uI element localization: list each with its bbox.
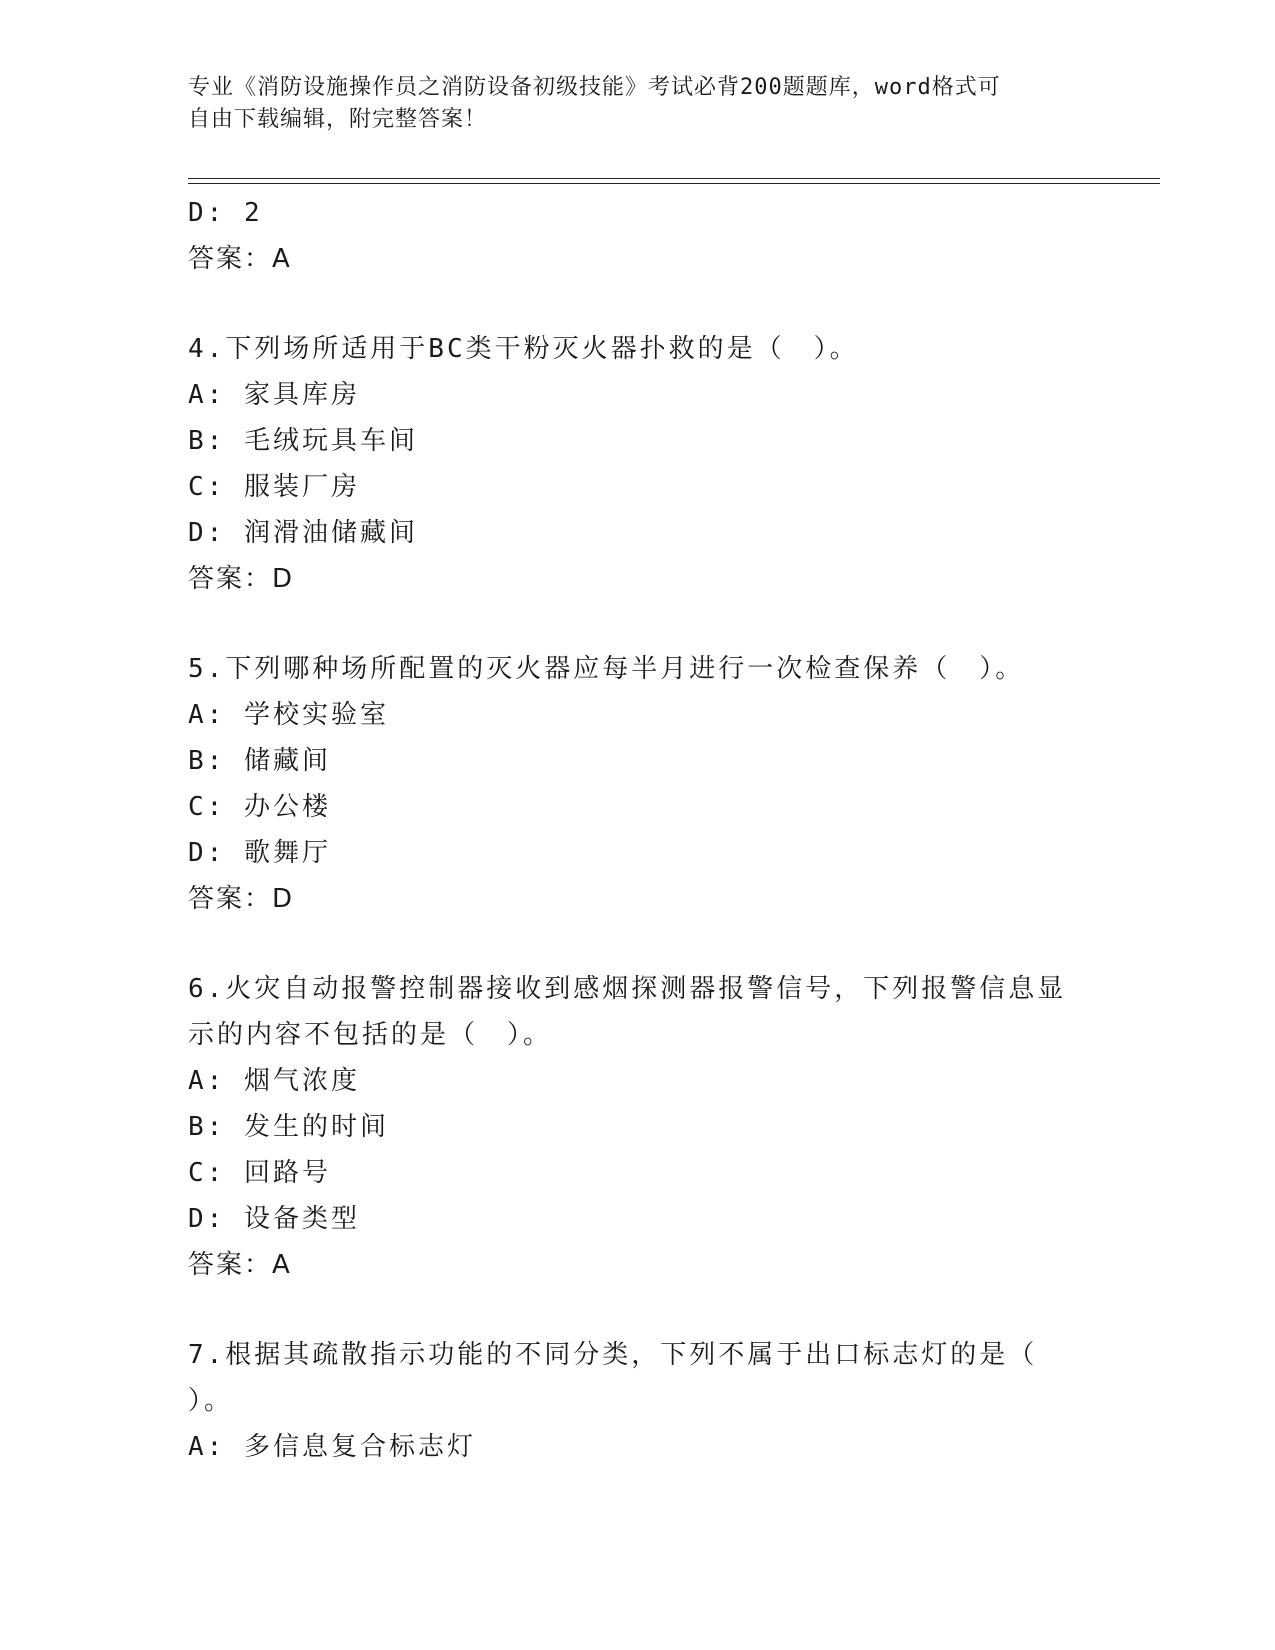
question-5: [188, 646, 1088, 922]
spacer: [188, 602, 1088, 646]
question-list: [188, 190, 1088, 1470]
spacer: [188, 1288, 1088, 1332]
spacer: [188, 282, 1088, 326]
answer: 答案：A: [188, 1250, 292, 1280]
answer: 答案：D: [188, 564, 295, 594]
option-b: B: 储藏间: [188, 746, 331, 776]
option-a: A: 家具库房: [188, 380, 360, 410]
answer: 答案：D: [188, 884, 295, 914]
option-c: C: 回路号: [188, 1158, 331, 1188]
option-a: A: 多信息复合标志灯: [188, 1432, 476, 1462]
document-header: [188, 72, 1068, 136]
option-d: D: 润滑油储藏间: [188, 518, 418, 548]
question-stem-line-1: 7.根据其疏散指示功能的不同分类，下列不属于出口标志灯的是（: [188, 1340, 1038, 1370]
prev-option-d: D: 2: [188, 198, 263, 228]
header-divider-bottom: [188, 183, 1160, 184]
option-a: A: 烟气浓度: [188, 1066, 360, 1096]
question-stem-line-2: ）。: [188, 1386, 234, 1416]
option-c: C: 办公楼: [188, 792, 331, 822]
option-b: B: 发生的时间: [188, 1112, 389, 1142]
option-d: D: 歌舞厅: [188, 838, 331, 868]
question-stem-line-1: 6.火灾自动报警控制器接收到感烟探测器报警信号，下列报警信息显: [188, 974, 1067, 1004]
header-line-2: 自由下载编辑，附完整答案！: [188, 107, 488, 132]
question-stem: 5.下列哪种场所配置的灭火器应每半月进行一次检查保养（ ）。: [188, 654, 1025, 684]
question-stem-line-2: 示的内容不包括的是（ ）。: [188, 1020, 553, 1050]
question-4: [188, 326, 1088, 602]
question-7: [188, 1332, 1088, 1470]
option-d: D: 设备类型: [188, 1204, 360, 1234]
question-6: [188, 966, 1088, 1288]
question-stem: 4.下列场所适用于BC类干粉灭火器扑救的是（ ）。: [188, 334, 859, 364]
header-divider-top: [188, 178, 1160, 179]
option-c: C: 服装厂房: [188, 472, 360, 502]
spacer: [188, 922, 1088, 966]
header-line-1: 专业《消防设施操作员之消防设备初级技能》考试必背200题题库，word格式可: [188, 75, 1001, 100]
option-b: B: 毛绒玩具车间: [188, 426, 418, 456]
option-a: A: 学校实验室: [188, 700, 389, 730]
prev-answer: 答案：A: [188, 244, 292, 274]
